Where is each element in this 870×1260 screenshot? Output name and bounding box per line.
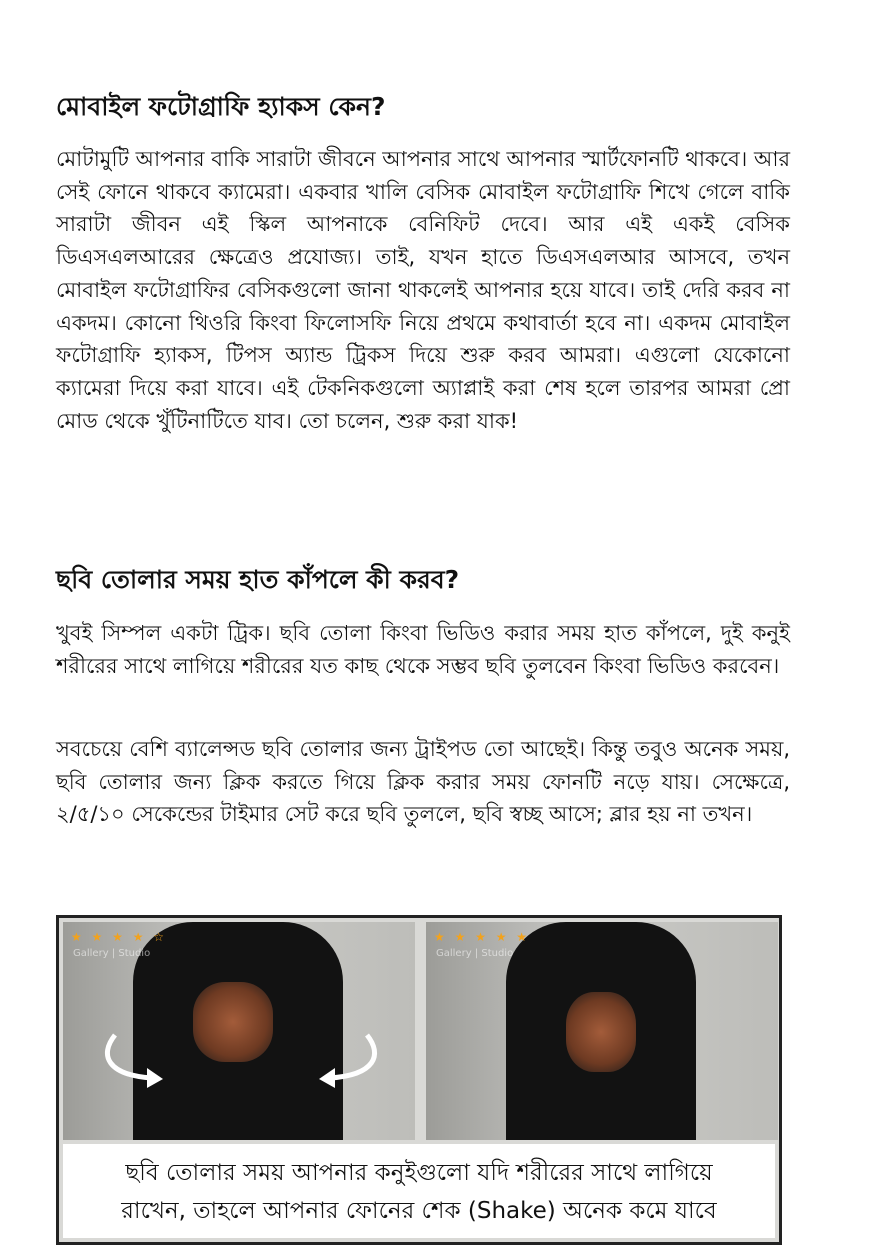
elbows-in-photo — [426, 922, 778, 1140]
watermark-text: Gallery | Studio — [73, 948, 151, 959]
elbows-out-photo — [63, 922, 415, 1140]
section2-heading: ছবি তোলার সময় হাত কাঁপলে কী করব? — [56, 565, 460, 594]
section2-paragraph1: খুবই সিম্পল একটা ট্রিক। ছবি তোলা কিংবা ভিডিও করার সময় হাত কাঁপলে, দুই কনুই শরীরের সাথে লাগিয়ে শরীরের যত কাছ থেকে সম্ভব ছবি তুলবেন কিংবা ভিডিও করবেন। — [56, 621, 790, 678]
section1-heading: মোবাইল ফটোগ্রাফি হ্যাকস কেন? — [56, 92, 386, 121]
curved-arrow-left-icon — [97, 1030, 167, 1090]
section1-paragraph: মোটামুটি আপনার বাকি সারাটা জীবনে আপনার সাথে আপনার স্মার্টফোনটি থাকবে। আর সেই ফোনে থাকবে ক্যামেরা। একবার খালি বেসিক মোবাইল ফটোগ্রাফি শিখে গেলে বাকি সারাটা জীবন এই স্কিল আপনাকে বেনিফিট দেবে। আর এই একই বেসিক ডিএসএলআরের ক্ষেত্রেও প্রযোজ্য। তাই, যখন হাতে ডিএসএলআর আসবে, তখন মোবাইল ফটোগ্রাফির বেসিকগুলো জানা থাকলেই আপনার হয়ে যাবে। তাই দেরি করব না একদম। কোনো থিওরি কিংবা ফিলোসফি নিয়ে প্রথমে কথাবার্তা হবে না। একদম মোবাইল ফটোগ্রাফি হ্যাকস, টিপস অ্যান্ড ট্রিকস দিয়ে শুরু করব আমরা। এগুলো যেকোনো ক্যামেরা দিয়ে করা যাবে। এই টেকনিকগুলো অ্যাপ্লাই করা শেষ হলে তারপর আমরা প্রো মোড থেকে খুঁটিনাটিতে যাব। তো চলেন, শুরু করা যাক! — [56, 147, 791, 433]
curved-arrow-right-icon — [315, 1030, 385, 1090]
hands-holding-phone — [193, 982, 273, 1062]
illustration-figure — [56, 915, 782, 1245]
figure-caption — [63, 1144, 775, 1238]
rating-stars: ★ ★ ★ ★ ☆ — [71, 930, 168, 944]
caption-line-2: রাখেন, তাহলে আপনার ফোনের শেক (Shake) অনেক কমে যাবে — [121, 1198, 717, 1224]
watermark-text: Gallery | Studio — [436, 948, 514, 959]
caption-line-1: ছবি তোলার সময় আপনার কনুইগুলো যদি শরীরের সাথে লাগিয়ে — [125, 1160, 713, 1186]
rating-stars: ★ ★ ★ ★ ★ — [434, 930, 531, 944]
section2-paragraph2: সবচেয়ে বেশি ব্যালেন্সড ছবি তোলার জন্য ট্রাইপড তো আছেই। কিন্তু তবুও অনেক সময়, ছবি তোলার জন্য ক্লিক করতে গিয়ে ক্লিক করার সময় ফোনটি নড়ে যায়। সেক্ষেত্রে, ২/৫/১০ সেকেন্ডের টাইমার সেট করে ছবি তুললে, ছবি স্বচ্ছ আসে; ব্লার হয় না তখন। — [56, 737, 790, 827]
hands-holding-phone — [566, 992, 636, 1072]
